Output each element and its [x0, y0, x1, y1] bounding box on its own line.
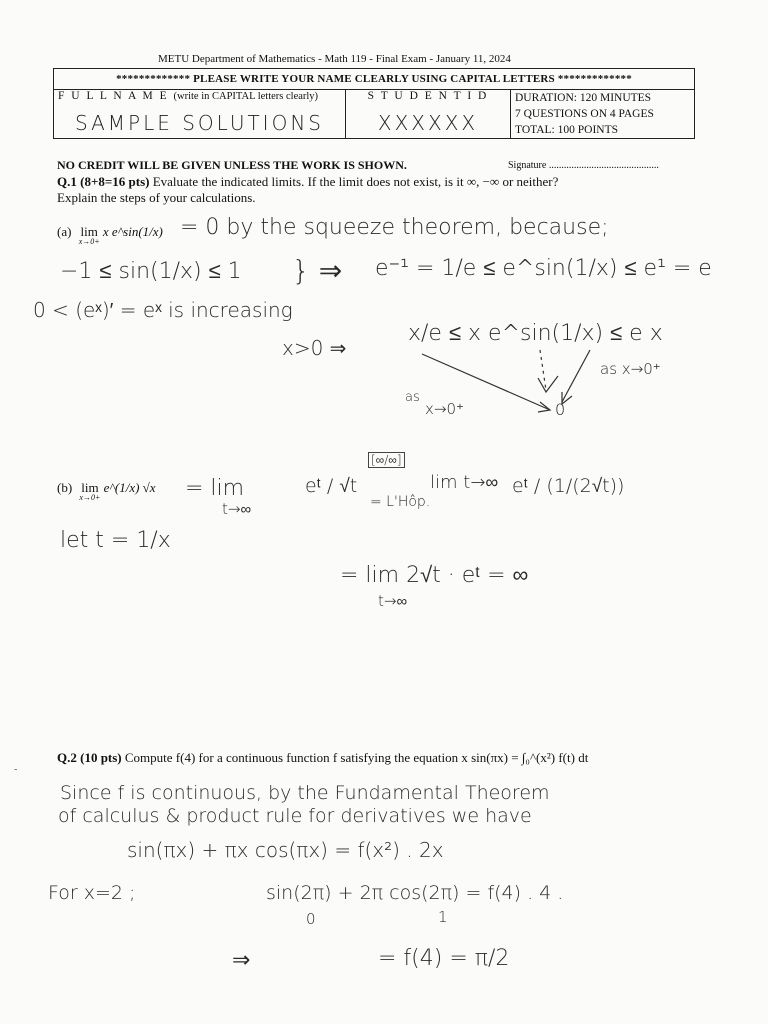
solution-b-lim-sub: t→∞: [222, 500, 252, 518]
q1-prompt: Evaluate the indicated limits. If the limit does not exist, is it ∞, −∞ or neither?: [149, 174, 559, 189]
q2-heading: [57, 750, 588, 766]
solution-q2-line2: of calculus & product rule for derivatives we have: [58, 805, 532, 827]
full-name-cell: [54, 90, 346, 139]
student-id-value: XXXXXX: [377, 111, 479, 135]
q2-prompt: Compute f(4) for a continuous function f satisfying the equation x sin(πx) = ∫₀^(x²) f(t) dt: [121, 750, 589, 765]
margin-mark: -: [14, 764, 18, 775]
solution-q2-implies: ⇒: [232, 948, 251, 973]
solution-q2-sin-zero: 0: [306, 910, 316, 928]
solution-q2-answer: = f(4) = π/2: [378, 946, 510, 971]
duration-text: DURATION: 120 MINUTES: [515, 92, 652, 104]
part-a-lim-word: lim: [80, 224, 98, 239]
part-b-limit: [79, 480, 100, 502]
right-arrow-line: [562, 350, 590, 402]
solution-b-lhopital: = L'Hôp.: [370, 494, 431, 510]
total-points-text: TOTAL: 100 POINTS: [515, 124, 619, 136]
solution-a-line1: = 0 by the squeeze theorem, because;: [180, 215, 609, 240]
solution-a-bounds: e⁻¹ = 1/e ≤ e^sin(1/x) ≤ e¹ = e: [375, 256, 712, 281]
signature-line: Signature ............................................: [508, 160, 659, 171]
student-info-box: [53, 68, 695, 139]
solution-b-fraction1: eᵗ / √t: [305, 475, 358, 497]
solution-q2-evaluate: sin(2π) + 2π cos(2π) = f(4) . 4 .: [266, 882, 564, 904]
exam-details-cell: [511, 90, 695, 139]
part-a-expression: x e^sin(1/x): [102, 224, 163, 239]
q1-part-b: [57, 480, 156, 502]
q2-points: Q.2 (10 pts): [57, 750, 122, 765]
solution-a-as: as: [405, 390, 420, 405]
solution-b-result-sub: t→∞: [378, 592, 408, 610]
part-a-lim-sub: x→0+: [78, 237, 100, 246]
q1-points: Q.1 (8+8=16 pts): [57, 174, 150, 189]
part-a-limit: [79, 224, 100, 246]
solution-b-lim2: lim t→∞: [430, 472, 499, 493]
part-b-lim-sub: x→0+: [79, 493, 101, 502]
part-b-expression: e^(1/x) √x: [103, 480, 156, 495]
q1-heading: [57, 174, 558, 190]
question-count-text: 7 QUESTIONS ON 4 PAGES: [515, 108, 654, 120]
credit-notice: NO CREDIT WILL BE GIVEN UNLESS THE WORK IS SHOWN.: [57, 158, 407, 172]
full-name-label-row: [58, 90, 341, 102]
solution-a-limit-zero: 0: [555, 400, 566, 419]
solution-b-indeterminate: [∞/∞]: [368, 452, 405, 468]
solution-q2-cos-one: 1: [438, 908, 448, 926]
solution-a-line3: 0 < (eˣ)′ = eˣ is increasing: [33, 298, 293, 322]
part-b-label: (b): [57, 480, 73, 495]
solution-b-substitution: let t = 1/x: [60, 528, 171, 553]
name-banner: ************* PLEASE WRITE YOUR NAME CLEARLY USING CAPITAL LETTERS *************: [54, 69, 695, 90]
solution-q2-line3: sin(πx) + πx cos(πx) = f(x²) . 2x: [127, 838, 444, 862]
solution-q2-substitution: For x=2 ;: [48, 882, 136, 904]
solution-a-brace: } ⇒: [292, 254, 343, 287]
full-name-label: F U L L N A M E: [58, 90, 169, 102]
solution-a-right-note: as x→0⁺: [600, 360, 661, 378]
solution-a-inequality: x/e ≤ x e^sin(1/x) ≤ e x: [408, 321, 663, 346]
part-b-lim-word: lim: [81, 480, 99, 495]
solution-b-result: = lim 2√t · eᵗ = ∞: [340, 563, 529, 588]
full-name-note: (write in CAPITAL letters clearly): [173, 91, 319, 102]
q1-prompt-line2: Explain the steps of your calculations.: [57, 190, 256, 205]
student-id-label: S T U D E N T I D: [367, 90, 489, 102]
solution-q2-line1: Since f is continuous, by the Fundamental Theorem: [60, 782, 550, 804]
solution-b-fraction2: eᵗ / (1/(2√t)): [512, 475, 625, 497]
q1-part-a: [57, 224, 163, 246]
solution-b-lim: = lim: [185, 476, 245, 501]
solution-a-condition: x>0 ⇒: [282, 336, 347, 360]
part-a-label: (a): [57, 224, 72, 239]
solution-a-line2: −1 ≤ sin(1/x) ≤ 1: [60, 259, 242, 284]
solution-a-left-note: x→0⁺: [425, 400, 464, 418]
exam-header: METU Department of Mathematics - Math 119 - Final Exam - January 11, 2024: [158, 53, 511, 65]
full-name-value: SAMPLE SOLUTIONS: [75, 111, 324, 135]
middle-arrow-head: [538, 376, 558, 392]
student-id-cell: [346, 90, 511, 139]
